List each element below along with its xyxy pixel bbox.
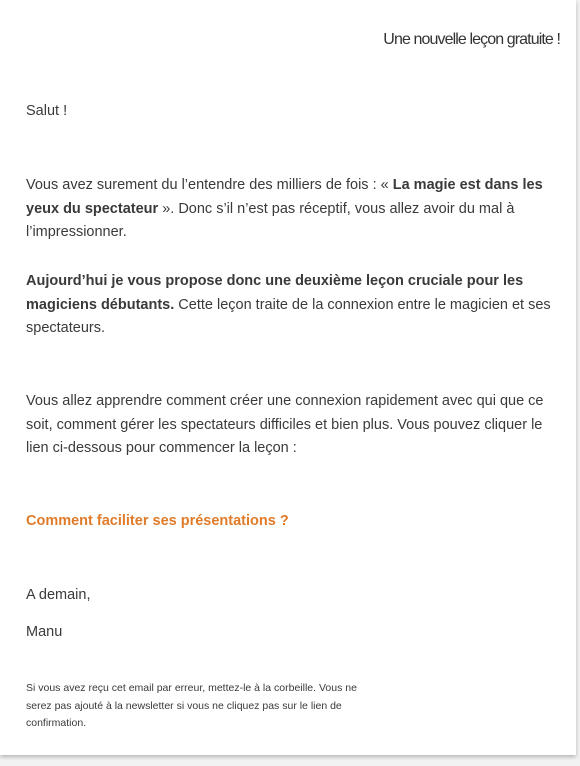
paragraph-intro-text-before: Vous avez surement du l’entendre des milliers de fois : « <box>26 177 393 193</box>
footer-disclaimer: Si vous avez reçu cet email par erreur, mettez-le à la corbeille. Vous ne serez pas ajouté à la newsletter si vous ne cliquez pas sur le lien de confirmation. <box>26 682 357 729</box>
paragraph-lesson <box>26 270 556 341</box>
paragraph-lesson-text-after: Cette leçon traite de la connexion entre le magicien et ses spectateurs. <box>26 296 551 336</box>
paragraph-lesson-bold: Aujourd’hui je vous propose donc une deuxième leçon cruciale pour les magiciens débutants. <box>26 273 524 313</box>
paragraph-intro <box>26 174 556 245</box>
greeting: Salut ! <box>26 103 68 119</box>
closing: A demain, <box>26 587 91 603</box>
paragraph-intro-bold: La magie est dans les yeux du spectateur <box>26 177 543 217</box>
lesson-link[interactable]: Comment faciliter ses présentations ? <box>26 513 289 529</box>
paragraph-intro-text-after: ». Donc s’il n’est pas réceptif, vous allez avoir du mal à l’impressionner. <box>26 200 515 240</box>
paragraph-details: Vous allez apprendre comment créer une connexion rapidement avec qui que ce soit, comment gérer les spectateurs difficiles et bien plus. Vous pouvez cliquer le lien ci-dessous pour commencer la leçon : <box>26 393 544 456</box>
signature: Manu <box>26 624 63 640</box>
email-header-title: Une nouvelle leçon gratuite ! <box>383 31 560 48</box>
